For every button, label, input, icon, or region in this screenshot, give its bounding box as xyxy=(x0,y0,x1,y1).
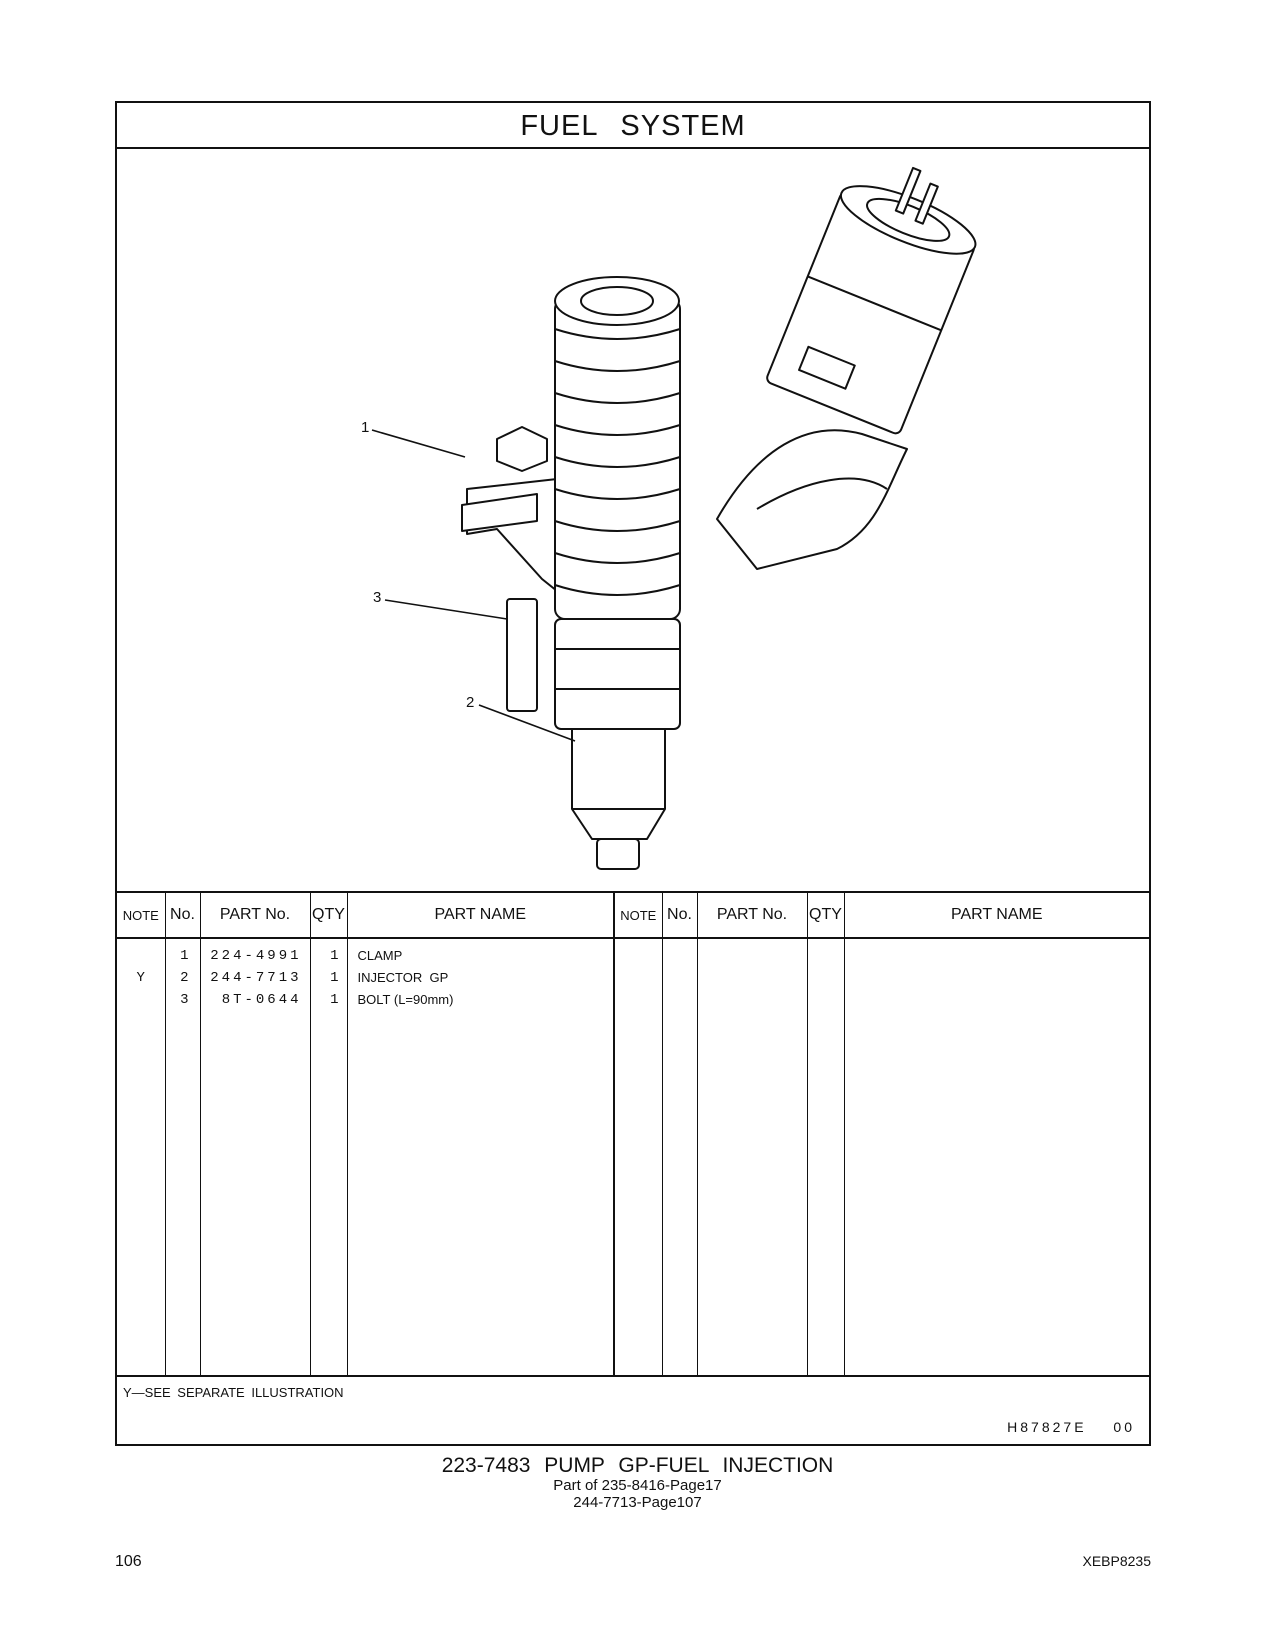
no-column xyxy=(165,938,200,1375)
callout-2: 2 xyxy=(466,694,475,711)
row-no: 1 xyxy=(180,948,192,964)
injector-drawing xyxy=(117,149,1149,891)
header-note: NOTE xyxy=(117,892,165,938)
caption-line-3: 244-7713-Page107 xyxy=(573,1494,702,1511)
qty-column-right xyxy=(807,938,844,1375)
row-part-name: BOLT (L=90mm) xyxy=(357,992,454,1007)
page-number: 106 xyxy=(115,1553,142,1570)
footnote-text: Y—SEE SEPARATE ILLUSTRATION xyxy=(123,1385,344,1400)
header-no-right: No. xyxy=(662,892,697,938)
part-no-column-right xyxy=(697,938,807,1375)
footnote-area xyxy=(117,1375,1149,1448)
illustration-code: H87827E 00 xyxy=(1007,1419,1135,1435)
part-no-column xyxy=(200,938,310,1375)
caption-line-2: Part of 235-8416-Page17 xyxy=(553,1477,722,1494)
table-body-row xyxy=(117,938,1149,1375)
header-qty: QTY xyxy=(310,892,347,938)
table-header-row xyxy=(117,892,1149,938)
row-part-no: 224-4991 xyxy=(210,948,302,964)
row-no: 2 xyxy=(180,970,192,986)
header-no: No. xyxy=(165,892,200,938)
part-name-column-right xyxy=(844,938,1149,1375)
row-note: Y xyxy=(136,970,145,986)
row-note xyxy=(117,989,165,1011)
header-part-name-right: PART NAME xyxy=(844,892,1149,938)
callout-1: 1 xyxy=(361,419,370,436)
parts-table xyxy=(117,891,1149,1375)
parts-frame xyxy=(115,101,1151,1446)
header-part-no: PART No. xyxy=(200,892,310,938)
section-title: FUEL SYSTEM xyxy=(117,103,1149,149)
row-qty: 1 xyxy=(330,948,339,964)
part-name-column xyxy=(347,938,614,1375)
injector-illustration xyxy=(117,149,1149,891)
row-qty: 1 xyxy=(330,970,339,986)
row-part-no: 244-7713 xyxy=(210,970,302,986)
row-qty: 1 xyxy=(330,992,339,1008)
header-note-right: NOTE xyxy=(614,892,662,938)
header-qty-right: QTY xyxy=(807,892,844,938)
header-part-name: PART NAME xyxy=(347,892,614,938)
row-part-name: CLAMP xyxy=(357,948,403,963)
caption-title: 223-7483 PUMP GP-FUEL INJECTION xyxy=(441,1454,834,1477)
no-column-right xyxy=(662,938,697,1375)
row-part-no: 8T-0644 xyxy=(221,992,302,1008)
callout-3: 3 xyxy=(373,589,382,606)
row-no: 3 xyxy=(180,992,192,1008)
header-part-no-right: PART No. xyxy=(697,892,807,938)
note-column xyxy=(117,938,165,1375)
row-part-name: INJECTOR GP xyxy=(357,970,449,985)
qty-column xyxy=(310,938,347,1375)
row-note xyxy=(117,945,165,967)
document-code: XEBP8235 xyxy=(1082,1553,1151,1569)
note-column-right xyxy=(614,938,662,1375)
